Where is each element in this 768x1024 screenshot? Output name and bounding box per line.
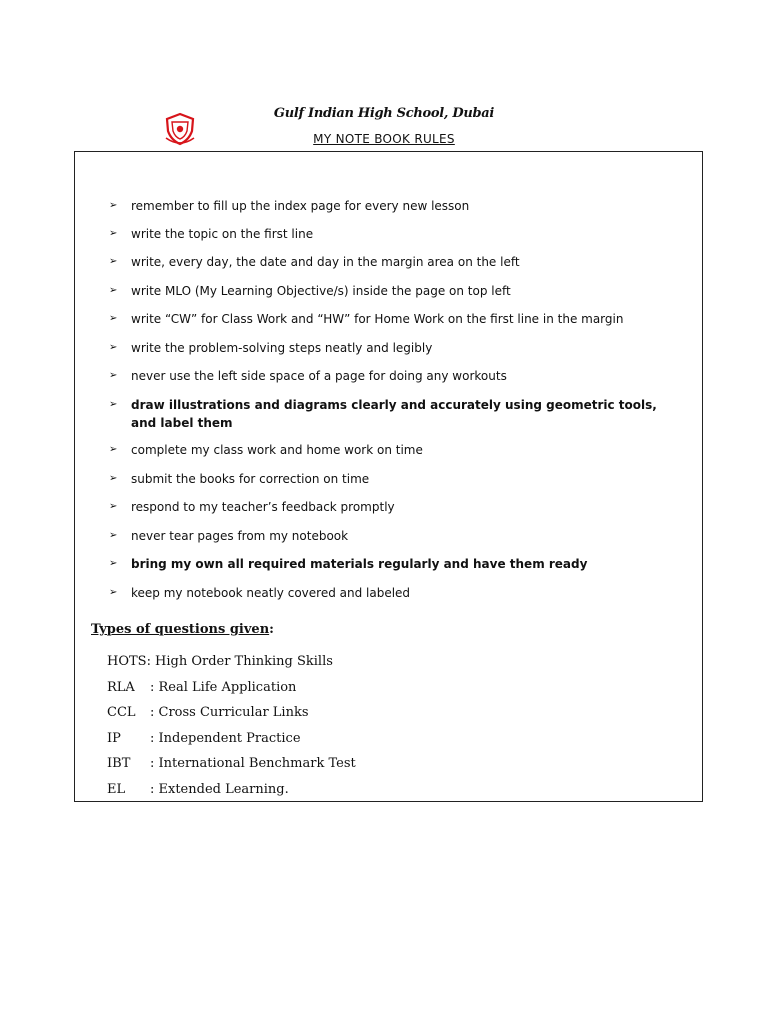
arrow-bullet-icon: ➢ — [109, 399, 118, 410]
question-type-desc: High Order Thinking Skills — [155, 654, 333, 669]
types-heading: Types of questions given: — [91, 622, 274, 637]
rule-text: remember to fill up the index page for every new lesson — [131, 199, 470, 213]
rule-text: write the topic on the first line — [131, 227, 314, 241]
rule-text: write “CW” for Class Work and “HW” for Home Work on the first line in the margin — [131, 312, 624, 326]
arrow-bullet-icon: ➢ — [109, 256, 118, 267]
question-type-abbr: IBT — [107, 756, 131, 771]
arrow-bullet-icon: ➢ — [109, 444, 118, 455]
arrow-bullet-icon: ➢ — [109, 473, 118, 484]
question-type-desc: : Extended Learning. — [150, 782, 289, 797]
rule-text: draw illustrations and diagrams clearly and accurately using geometric tools, and label them — [131, 398, 657, 430]
rule-text: keep my notebook neatly covered and labeled — [131, 586, 411, 600]
arrow-bullet-icon: ➢ — [109, 313, 118, 324]
question-type-desc: : International Benchmark Test — [150, 756, 356, 771]
arrow-bullet-icon: ➢ — [109, 587, 118, 598]
question-type-desc: : Independent Practice — [150, 731, 301, 746]
rule-text: never use the left side space of a page for doing any workouts — [131, 369, 507, 383]
question-type-abbr: IP — [107, 731, 121, 746]
question-type-desc: : Cross Curricular Links — [150, 705, 309, 720]
question-type-desc: : Real Life Application — [150, 680, 297, 695]
arrow-bullet-icon: ➢ — [109, 501, 118, 512]
arrow-bullet-icon: ➢ — [109, 530, 118, 541]
page-title: MY NOTE BOOK RULES — [313, 132, 455, 146]
question-type-abbr: CCL — [107, 705, 136, 720]
rule-text: write, every day, the date and day in the margin area on the left — [131, 255, 520, 269]
rule-text: write the problem-solving steps neatly and legibly — [131, 341, 433, 355]
arrow-bullet-icon: ➢ — [109, 285, 118, 296]
rule-text: bring my own all required materials regularly and have them ready — [131, 557, 588, 571]
rule-text: never tear pages from my notebook — [131, 529, 349, 543]
school-name: Gulf Indian High School, Dubai — [273, 106, 495, 121]
arrow-bullet-icon: ➢ — [109, 370, 118, 381]
question-type-abbr: HOTS: — [107, 654, 151, 669]
arrow-bullet-icon: ➢ — [109, 558, 118, 569]
rules-box — [74, 151, 703, 802]
arrow-bullet-icon: ➢ — [109, 228, 118, 239]
question-type-abbr: RLA — [107, 680, 135, 695]
rule-text: write MLO (My Learning Objective/s) inside the page on top left — [131, 284, 511, 298]
rule-text: respond to my teacher’s feedback promptly — [131, 500, 395, 514]
arrow-bullet-icon: ➢ — [109, 342, 118, 353]
rule-text: submit the books for correction on time — [131, 472, 370, 486]
arrow-bullet-icon: ➢ — [109, 200, 118, 211]
question-type-abbr: EL — [107, 782, 126, 797]
rule-text: complete my class work and home work on time — [131, 443, 423, 457]
